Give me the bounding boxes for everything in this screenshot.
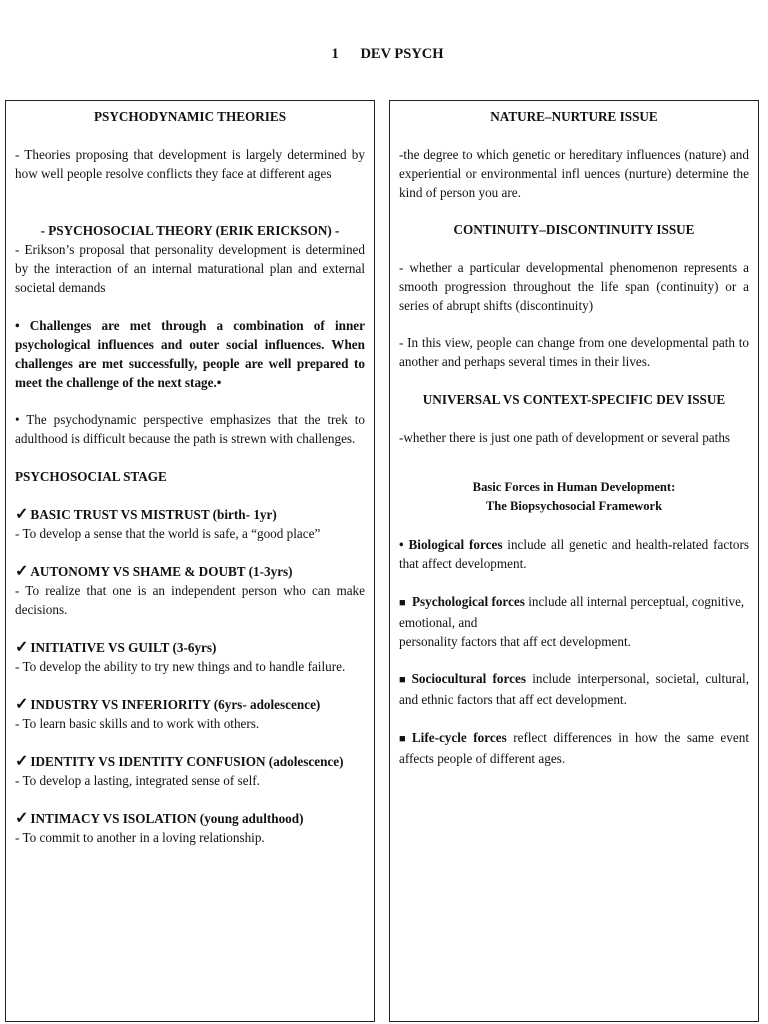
stage-description: - To develop the ability to try new things and to handle failure. xyxy=(15,659,346,674)
force-item xyxy=(399,592,749,651)
universal-heading: UNIVERSAL VS CONTEXT-SPECIFIC DEV ISSUE xyxy=(422,392,726,407)
square-bullet-icon: ■ xyxy=(399,597,406,609)
psychodynamic-intro: - Theories proposing that development is largely determined by how well people resolve conflicts they face at different ages xyxy=(15,147,365,181)
stage-item xyxy=(15,562,365,619)
perspective-paragraph: • The psychodynamic perspective emphasizes that the trek to adulthood is difficult because the path is strewn with challenges. xyxy=(15,412,365,446)
stage-title: ✓ INDUSTRY VS INFERIORITY (6yrs- adolescence) xyxy=(15,696,321,713)
force-text: include all internal perceptual, cognitive, emotional, and xyxy=(399,594,745,630)
left-column xyxy=(5,100,375,1022)
page-title xyxy=(0,45,768,64)
force-text: reflect differences in how the same event affects people of different ages. xyxy=(399,730,749,766)
continuity-text: - whether a particular developmental phenomenon represents a smooth progression throughout the life span (continuity) or a series of abrupt shifts (discontinuity) xyxy=(399,260,749,313)
bullet-icon: • xyxy=(399,537,404,552)
check-icon: ✓ xyxy=(15,639,29,656)
stage-item xyxy=(15,695,365,733)
forces-heading-line2: The Biopsychosocial Framework xyxy=(485,499,663,513)
force-item xyxy=(399,535,749,573)
erikson-proposal: - Erikson’s proposal that personality development is determined by the interaction of an internal maturational plan and external societal demands xyxy=(15,242,365,295)
check-icon: ✓ xyxy=(15,810,29,827)
stage-title: ✓ AUTONOMY VS SHAME & DOUBT (1-3yrs) xyxy=(15,563,293,580)
forces-heading-line1: Basic Forces in Human Development: xyxy=(472,480,676,494)
stage-description: - To develop a lasting, integrated sense of self. xyxy=(15,773,260,788)
nature-nurture-text: -the degree to which genetic or hereditary influences (nature) and experiential or environmental infl uences (nurture) determine the kind of person you are. xyxy=(399,147,749,200)
stage-title: ✓ INTIMACY VS ISOLATION (young adulthood) xyxy=(15,810,304,827)
stage-description: - To develop a sense that the world is safe, a “good place” xyxy=(15,526,321,541)
psychosocial-stage-heading: PSYCHOSOCIAL STAGE xyxy=(15,469,167,484)
universal-text: -whether there is just one path of development or several paths xyxy=(399,430,731,445)
stage-item xyxy=(15,505,365,543)
challenges-paragraph: • Challenges are met through a combination of inner psychological influences and outer social influences. When challenges are met successfully, people are well prepared to meet the challenge of the next stage.• xyxy=(15,318,365,390)
force-item xyxy=(399,669,749,709)
psychosocial-theory-heading: - PSYCHOSOCIAL THEORY (ERIK ERICKSON) - xyxy=(40,223,340,238)
psychodynamic-heading: PSYCHODYNAMIC THEORIES xyxy=(93,109,287,124)
nature-nurture-heading: NATURE–NURTURE ISSUE xyxy=(490,109,658,124)
square-bullet-icon: ■ xyxy=(399,674,409,686)
stage-title: ✓ BASIC TRUST VS MISTRUST (birth- 1yr) xyxy=(15,506,277,523)
check-icon: ✓ xyxy=(15,563,29,580)
check-icon: ✓ xyxy=(15,753,29,770)
stage-title: ✓ IDENTITY VS IDENTITY CONFUSION (adolescence) xyxy=(15,753,344,770)
right-column xyxy=(389,100,759,1022)
force-term: Biological forces xyxy=(408,537,503,552)
forces-heading xyxy=(399,478,749,516)
check-icon: ✓ xyxy=(15,696,29,713)
stage-title: ✓ INITIATIVE VS GUILT (3-6yrs) xyxy=(15,639,217,656)
check-icon: ✓ xyxy=(15,506,29,523)
stage-description: - To commit to another in a loving relationship. xyxy=(15,830,265,845)
stage-item xyxy=(15,638,365,676)
stage-description: - To learn basic skills and to work with others. xyxy=(15,716,260,731)
stage-description: - To realize that one is an independent person who can make decisions. xyxy=(15,583,365,617)
stage-list xyxy=(15,505,365,847)
force-item xyxy=(399,728,749,768)
stage-item xyxy=(15,809,365,847)
continuity-heading: CONTINUITY–DISCONTINUITY ISSUE xyxy=(453,222,695,237)
page-number: 1 xyxy=(331,46,339,62)
continuity-view-text: - In this view, people can change from one developmental path to another and perhaps several times in their lives. xyxy=(399,335,749,369)
force-text-continued: personality factors that aff ect development. xyxy=(399,634,631,649)
force-term: Life-cycle forces xyxy=(411,730,507,745)
force-term: Psychological forces xyxy=(411,594,525,609)
force-term: Sociocultural forces xyxy=(411,671,526,686)
square-bullet-icon: ■ xyxy=(399,733,409,745)
force-text: include all genetic and health-related factors that affect development. xyxy=(399,537,750,571)
stage-item xyxy=(15,752,365,790)
page-title-text: DEV PSYCH xyxy=(360,46,444,62)
force-text: include interpersonal, societal, cultural, and ethnic factors that aff ect development. xyxy=(399,671,749,707)
